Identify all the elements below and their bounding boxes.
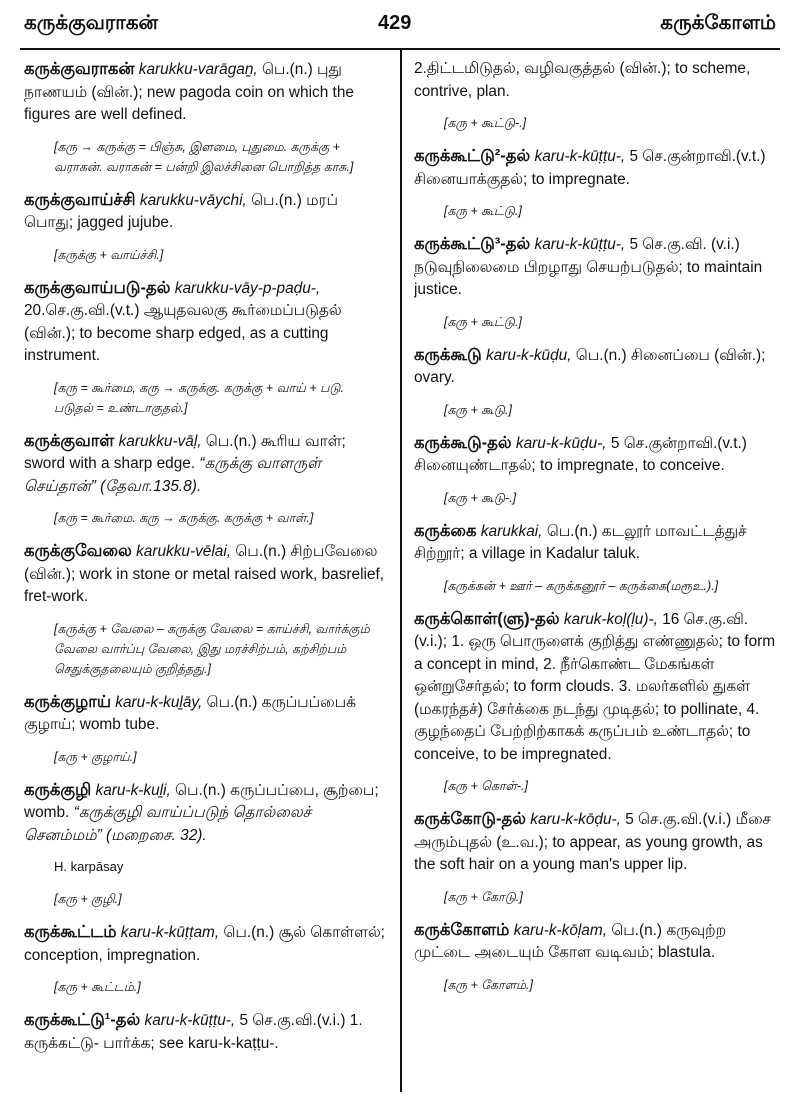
transliteration: karukku-vāychi, (139, 191, 247, 209)
dictionary-entry (414, 344, 780, 390)
etymology: [கரு + குழாய்.] (54, 749, 137, 764)
transliteration: karukku-vāḷ, (118, 432, 202, 450)
definition: பெ.(n.) கடலூர் மாவட்டத்துச் சிற்றூர்; a village in Kadalur taluk. (414, 522, 747, 562)
headword: கருக்குவாய்படு-தல் (24, 278, 171, 297)
dictionary-entry (414, 58, 780, 103)
dictionary-entry (24, 691, 390, 737)
definition: பெ.(n.) கூரிய வாள்; sword with a sharp edge. (24, 432, 346, 472)
left-guide-word: கருக்குவராகன் (24, 12, 158, 34)
definition: 20.செ.கு.வி.(v.t.) ஆயுதவலகு கூர்மைப்படுதல் (வின்.); to become sharp edged, as a cutting instrument. (24, 302, 342, 364)
headword: கருக்குவாள் (24, 431, 115, 450)
definition: 16 செ.கு.வி.(v.i.); 1. ஒரு பொருளைக் குறித்து எண்ணுதல்; to form a concept in mind, 2. நீர்கொண்ட மேகங்கள் ஒன்றுசேர்தல்; to form clouds. 3. மலர்களில் துகள் (மகரந்தச்) சேர்க்கை நடந்து முடிதல்; to pollinate, 4. குழந்தைப் பேற்றிற்காகக் கருப்பம் உண்டாதல்; to conceive, to be impregnated. (414, 610, 776, 763)
definition: 2.திட்டமிடுதல், வழிவகுத்தல் (வின்.); to scheme, contrive, plan. (414, 60, 751, 100)
citation: “கருக்கு வாளருள் செய்தான்” (தேவா.135.8). (24, 455, 322, 495)
left-column (24, 58, 390, 1065)
etymology: [கரு → கருக்கு = பிஞ்சு, இளமை, புதுமை. கருக்கு + வராகன். வராகன் = பன்றி இலச்சினை பொறித்த காசு.] (54, 139, 354, 174)
transliteration: karu-k-kūḍu-, (515, 434, 607, 452)
transliteration: karu-k-kūḍu, (485, 346, 572, 364)
headword: கருக்கூட்டம் (24, 923, 117, 941)
headword: கருக்கோடு-தல் (414, 810, 526, 828)
etymology: [கரு = கூர்மை, கரு → கருக்கு. கருக்கு + வாய் + படு. படுதல் = உண்டாகுதல்.] (54, 380, 345, 415)
transliteration: karukku-varāgaṉ, (138, 61, 258, 78)
headword: கருக்குவராகன் (24, 60, 135, 78)
headword: கருக்கூட்டு³-தல் (414, 235, 531, 253)
etymology: [கரு + கோளம்.] (444, 977, 533, 992)
dictionary-entry (24, 430, 390, 499)
etymology: [கரு + கூட்டு-.] (444, 116, 527, 130)
transliteration: karu-k-kūṭṭu-, (534, 236, 626, 253)
transliteration: karu-k-kuḻāy, (115, 693, 203, 711)
etymology: [கரு + கூட்டம்.] (54, 980, 141, 994)
citation: “கருக்குழி வாய்ப்படுந் தொல்லைச் செனம்மம்” (மறைசை. 32). (24, 804, 312, 844)
definition: பெ.(n.) கருப்பப்பை, சூற்பை; womb. (24, 781, 379, 821)
definition: 5 செ.கு.வி.(v.i.) 1. கருக்கட்டு- பார்க்க; see karu-k-kaṭṭu-. (24, 1012, 363, 1052)
definition: பெ.(n.) சூல் கொள்ளல்; conception, impregnation. (24, 924, 385, 964)
page-header (0, 0, 800, 46)
headword: கருக்கொள்(ளு)-தல் (414, 609, 560, 628)
dictionary-entry (24, 189, 390, 235)
headword: கருக்கை (414, 521, 477, 540)
etymology: [கரு + குழி.] (54, 892, 122, 906)
dictionary-entry (24, 779, 390, 848)
headword: கருக்குழாய் (24, 692, 112, 711)
definition: பெ.(n.) சிற்பவேலை (வின்.); work in stone or metal raised work, basrelief, fret-work. (24, 543, 385, 605)
source-note: H. karpāsay (54, 859, 124, 874)
definition: பெ.(n.) கருவுற்ற முட்டை அடையும் கோள வடிவம்; blastula. (414, 921, 727, 961)
transliteration: karuk-koḷ(ḷu)-, (563, 610, 658, 628)
transliteration: karukku-vāy-p-paḍu-, (174, 279, 321, 297)
definition: 5 செ.கு.வி.(v.i.) மீசை அரும்புதல் (உ.வ.); to appear, as young growth, as the soft hair on a young man's upper lip. (414, 811, 772, 873)
dictionary-entry (414, 233, 780, 302)
etymology: [கரு + கூட்டு.] (444, 314, 522, 329)
dictionary-entry (24, 1009, 390, 1055)
dictionary-entry (414, 608, 780, 767)
etymology: [கரு + கொள்-.] (444, 779, 528, 793)
column-divider (400, 50, 402, 1092)
dictionary-entry (414, 432, 780, 478)
headword: கருக்குழி (24, 780, 92, 799)
headword: கருக்கோளம் (414, 920, 510, 939)
dictionary-entry (24, 540, 390, 609)
transliteration: karukku-vēlai, (136, 543, 232, 560)
dictionary-entry (414, 520, 780, 566)
headword: கருக்கூட்டு¹-தல் (24, 1011, 141, 1029)
etymology: [கரு + கூட்டு.] (444, 204, 522, 218)
headword: கருக்குவாய்ச்சி (24, 190, 136, 209)
dictionary-entry (24, 921, 390, 967)
headword: கருக்கூட்டு²-தல் (414, 147, 531, 165)
transliteration: karu-k-kūṭṭu-, (534, 148, 626, 165)
transliteration: karu-k-kuḻi, (95, 781, 171, 799)
etymology: [கரு + கூடு-.] (444, 490, 517, 505)
transliteration: karukkai, (480, 522, 543, 540)
page-number: 429 (378, 12, 412, 34)
right-column (414, 58, 780, 1007)
etymology: [கரு = கூர்மை. கரு → கருக்கு. கருக்கு + வாள்.] (54, 511, 314, 525)
etymology: [கரு + கூடு.] (444, 402, 512, 417)
etymology: [கரு + கோடு.] (444, 889, 523, 904)
transliteration: karu-k-kōḷam, (513, 921, 607, 939)
transliteration: karu-k-kōḍu-, (530, 811, 621, 828)
definition: பெ.(n.) மரப் பொது; jagged jujube. (24, 191, 338, 231)
headword: கருக்குவேலை (24, 542, 132, 560)
etymology: [கருக்கு + வேலை – கருக்கு வேலை = காய்ச்சி, வார்க்கும் வேலை வார்ப்பு வேலை, இது மரச்சிற்பம், கற்சிற்பம் செதுக்குதலையும் குறித்தது.] (54, 621, 370, 676)
definition: 5 செ.கு.வி. (v.i.) நடுவுநிலைமை பிறழாது செயற்படுதல்; to maintain justice. (414, 236, 763, 298)
dictionary-entry (414, 919, 780, 965)
definition: பெ.(n.) புது நாணயம் (வின்.); new pagoda coin on which the figures are well defined. (24, 61, 354, 123)
dictionary-entry (414, 145, 780, 191)
definition: பெ.(n.) சினைப்பை (வின்.); ovary. (414, 346, 766, 386)
headword: கருக்கூடு-தல் (414, 433, 512, 452)
definition: பெ.(n.) கருப்பப்பைக் குழாய்; womb tube. (24, 693, 356, 733)
transliteration: karu-k-kūṭṭam, (120, 924, 220, 941)
headword: கருக்கூடு (414, 345, 482, 364)
transliteration: karu-k-kūṭṭu-, (144, 1012, 236, 1029)
dictionary-entry (414, 808, 780, 877)
right-guide-word: கருக்கோளம் (660, 12, 776, 34)
etymology: [கருக்கன் + ஊர் – கருக்கனூர் – கருக்கை(மரூஉ.).] (444, 578, 719, 593)
definition: 5 செ.குன்றாவி.(v.t.) சினையாக்குதல்; to impregnate. (414, 148, 766, 188)
etymology: [கருக்கு + வாய்ச்சி.] (54, 247, 164, 262)
dictionary-entry (24, 58, 390, 127)
dictionary-entry (24, 277, 390, 368)
definition: 5 செ.குன்றாவி.(v.t.) சினையுண்டாதல்; to impregnate, to conceive. (414, 434, 747, 474)
